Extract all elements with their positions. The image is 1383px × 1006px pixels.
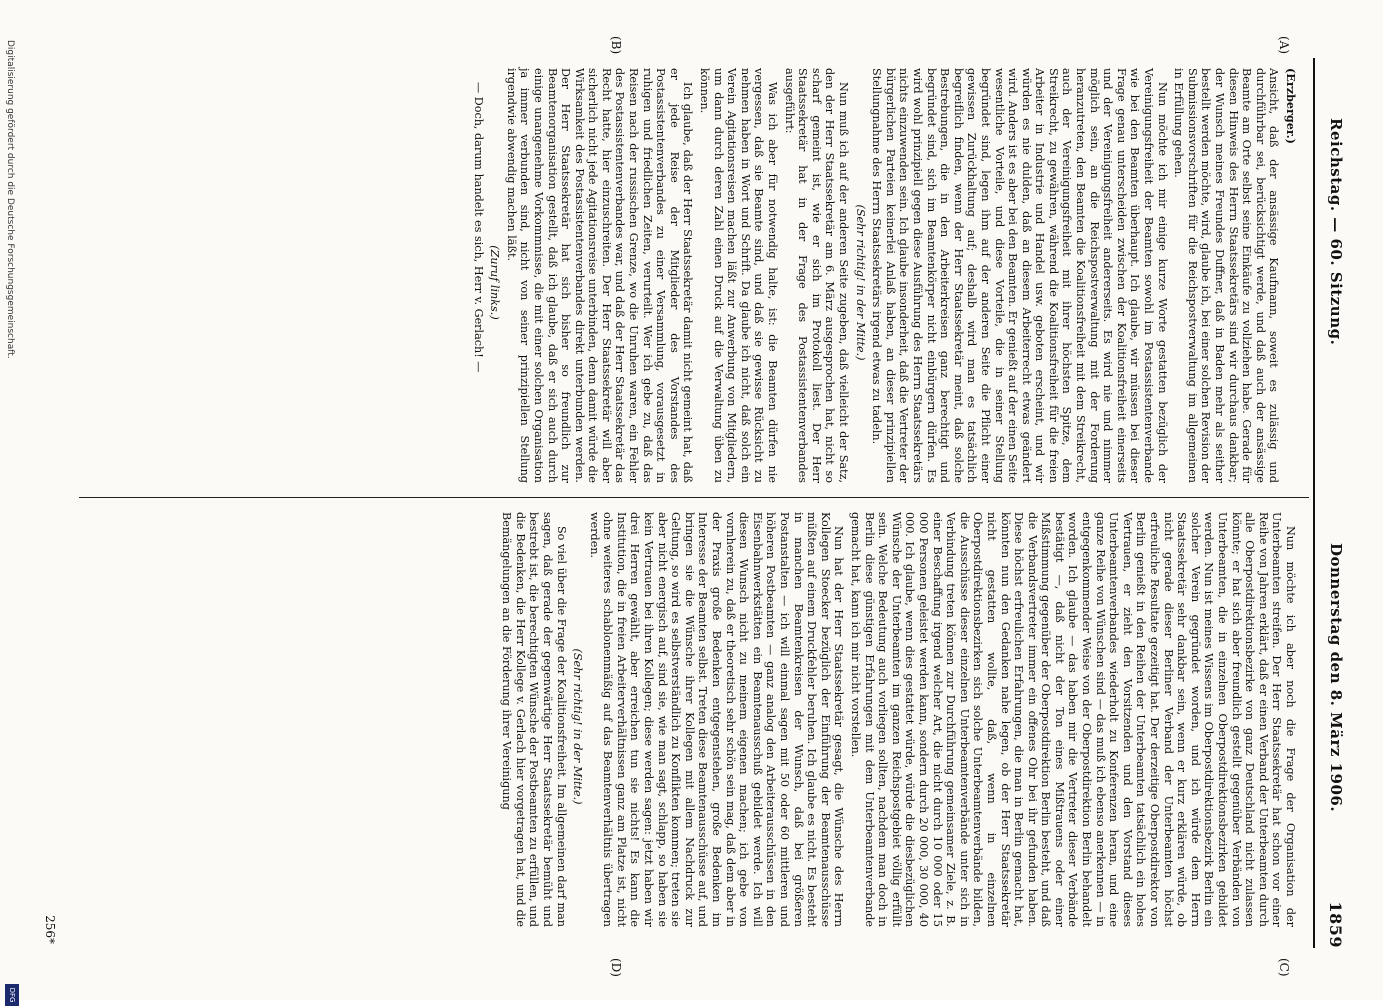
paragraph: Ansicht, daß der ansässige Kaufmann, soweit es zulässig und durchführbar sei, berücksichtigt werde, und daß auch der ansässige Beamte am Orte selbst seine Einkäufe zu vollziehen habe. Gerade für diesen Hinweis des Herrn Staatssekretärs sind wir durchaus dankbar; der Wunsch meines Freundes Duffner, daß in Baden mehr als seither bestellt werden möchte, wird, glaube ich, bei einer solchen Revision der Submissionsvorschriften für die Reichspostverwaltung im allgemeinen in Erfüllung gehen.: [1172, 68, 1281, 483]
margin-marker-b: (B): [609, 36, 623, 55]
running-header: [1319, 58, 1347, 948]
paragraph: Ich glaube, daß der Herr Staatssekretär damit nicht gemeint hat, daß er jede Reise der Mitglieder des Vorstandes des Postassistentenverbandes zu einer Versammlung, vorausgesetzt in ruhigen und friedlichen Zeiten, verurteilt. Wer ich gebe zu, daß das Reisen nach der russischen Grenze, wo die Unruhen waren, ein Fehler des Postassistentenverbandes war, und daß der Herr Staatssekretär das Recht hatte, hier einzuschreiten. Der Herr Staatssekretär will aber sicherlich nicht jede Agitationsreise unterbinden, denn damit würde die Wirksamkeit des Postassistentenverbandes direkt unterbunden werden. Der Herr Staatssekretär hat sich bisher so freundlich zur Beamtenorganisation gestellt, daß ich glaube, daß er sich auch durch einige unangenehme Vorkommnisse, die mit einer solchen Organisation ja immer verbunden sind, nicht von seiner prinzipiellen Stellung irgendwie abwendig machen läßt.: [504, 68, 695, 483]
paragraph: So viel über die Frage der Koalitionsfreiheit. Im allgemeinen darf man sagen, daß gerade der gegenwärtige Herr Staatssekretär bemüht und bestrebt ist, die berechtigten Wünsche der Postbeamten zu erfüllen, und die Bedenken, die Herr Kollege v. Gerlach hier vorgetragen hat, und die Bemängelungen an die Förderung ihrer Vereinigung: [500, 512, 568, 927]
column-divider: [79, 497, 1309, 498]
margin-marker-c: (C): [1277, 958, 1291, 977]
paragraph: Nun hat der Herr Staatssekretär gesagt, die Wünsche des Herrn Kollegen Stoecker bezüglich der Einführung der Beamtenausschüsse müßten auf einem Druckfehler beruhen. Ich glaube es nicht. Es besteht in manchen Beamtenkreisen der Wunsch, daß bei größeren Postanstalten — ich will einmal sagen mit 50 oder 60 mittleren und höheren Postbeamten — ganz analog den Arbeiterausschüssen in den Eisenbahnwerkstätten ein Beamtenausschuß gebildet werde. Ich will diesen Wunsch nicht zu meinem eigenen machen; ich gebe von vornherein zu, daß er theoretisch sehr schön sein mag, daß dem aber in der Praxis große Bedenken entgegenstehen, große Bedenken im Interesse der Beamten selbst. Treten diese Beamtenausschüsse auf, und bringen sie die Wünsche ihrer Kollegen mit allem Nachdruck zur Geltung, so wird es selbstverständlich zu Konflikten kommen; treten sie aber nicht energisch auf, sind sie, wie man sagt, schlapp, so haben sie kein Vertrauen bei ihren Kollegen; diese werden sagen: jetzt haben wir drei Herren gewählt, aber erreichen tun sie nichts! Es kann die Institution, die in freien Arbeiterverhältnissen ganz am Platze ist, nicht ohne weiteres schablonenmäßig auf das Beamtenverhältnis übertragen werden.: [587, 512, 846, 927]
paragraph: — Doch, darum handelt es sich, Herr v. Gerlach! —: [471, 82, 485, 373]
margin-marker-d: (D): [609, 958, 623, 977]
stage-direction: (Zuruf links.): [488, 245, 502, 320]
page-number: 1859: [1326, 901, 1345, 948]
right-column: [497, 512, 1297, 927]
digitization-credit: Digitalisierung gefördert durch die Deutsche Forschungsgemeinschaft.: [5, 40, 15, 359]
stage-direction: (Sehr richtig! in der Mitte.): [853, 204, 867, 361]
header-rule: [1313, 58, 1315, 948]
left-column: [468, 68, 1297, 483]
header-session: Reichstag. — 60. Sitzung.: [1327, 118, 1345, 346]
paragraph: Nun möchte ich aber noch die Frage der Organisation der Unterbeamten streifen. Der Herr Staatssekretär hat schon vor einer Reihe von Jahren erklärt, daß er einen Verband der Unterbeamten durch alle Oberpostdirektionsbezirke von ganz Deutschland nicht zulassen könnte; er hat sich aber freundlich gestellt gegenüber Verbänden von Unterbeamten, die in einzelnen Oberpostdirektionsbezirken gebildet werden. Nun ist meines Wissens im Oberpostdirektionsbezirk Berlin ein solcher Verein gegründet worden, und ich würde dem Herrn Staatssekretär sehr dankbar sein, wenn er kurz erklären würde, ob nicht gerade dieser Berliner Verband der Unterbeamten höchst erfreuliche Resultate gezeitigt hat. Der derzeitige Oberpostdirektor von Berlin genießt in den Reihen der Unterbeamten tatsächlich ein hohes Vertrauen, er zieht den Vorsitzenden und den Vorstand dieses Unterbeamtenverbandes wiederholt zu Konferenzen heran, und eine ganze Reihe von Wünschen sind — das muß ich ebenso anerkennen — in entgegenkommender Weise von der Oberpostdirektion Berlin behandelt worden. Ich glaube — das haben mir die Vertreter dieser Verbände bestätigt —, daß nicht der Ton eines Mißtrauens oder einer Mißstimmung gegenüber der Oberpostdirektion Berlin besteht, und daß die Verbandsvertreter immer ein offenes Ohr bei ihr gefunden haben. Diese höchst erfreulichen Erfahrungen, die man in Berlin gemacht hat, könnten nun den Gedanken nahe legen, ob der Herr Staatssekretär nicht gestatten wollte, daß, wenn in einzelnen Oberpostdirektionsbezirken sich solche Unterbeamtenverbände bilden, die Ausschüsse dieser einzelnen Unterbeamtenverbände unter sich in Verbindung treten können zur Durchführung gemeinsamer Ziele, z. B. einer Beschaffung irgend welcher Art, die nicht durch 10 000 oder 15 000 Personen geleistet werden kann, sondern durch 20 000, 30 000, 40 000. Ich glaube, wenn dies gestattet würde, würde die diesbezüglichen Wünsche der Unterbeamten im ganzen Reichspostgebiet völlig erfüllt sein. Welche Bedeutung auch vorliegen sollten, nachdem man doch in Berlin diese günstigen Erfahrungen mit dem Unterbeamtenverbande gemacht hat, kann ich mir nicht vorstellen.: [849, 512, 1297, 927]
quotation: Was ich aber für notwendig halte, ist: die Beamten dürfen nie vergessen, daß sie Beamte sind, und daß sie gewisse Rücksicht zu nehmen haben in Wort und Schrift. Da glaube ich nicht, daß solch ein Verein Agitationsreisen machen läßt zur Anwerbung von Mitgliedern, um dann durch deren Zahl einen Druck auf die Verwaltung üben zu können.: [698, 68, 780, 483]
dfg-logo: DFG: [5, 984, 19, 1006]
speaker-name: (Erzberger.): [1284, 68, 1298, 144]
paragraph: Nun möchte ich mir einige kurze Worte gestatten bezüglich der Vereinigungsfreiheit der Beamten sowohl im Postassistentenverbande wie bei den Beamten überhaupt. Ich glaube, wir müssen bei dieser Frage genau unterscheiden zwischen der Koalitionsfreiheit einerseits und der Vereinigungsfreiheit andererseits. Es wird nie und nimmer möglich sein, an die Reichspostverwaltung mit der Forderung heranzutreten, den Beamten die Koalitionsfreiheit mit dem Streikrecht, auch der Vereinigungsfreiheit mit ihrer höchsten Spitze, dem Streikrecht, zu gewähren, während die Koalitionsfreiheit für die freien Arbeiter in Industrie und Handel usw. geboten erscheint, und wir würden es nie dulden, daß an diesem Arbeiterrecht etwas geändert wird. Anders ist es aber bei den Beamten. Er genießt auf der einen Seite wesentliche Vorteile, und diese Vorteile, die in seiner Stellung begründet sind, legen ihm auf der anderen Seite die Pflicht einer gewissen Zurückhaltung auf; deshalb wird man es tatsächlich begreiflich finden, wenn der Herr Staatssekretär meint, daß solche Bestrebungen, die in den Arbeiterkreisen ganz berechtigt und begründet sind, sich im Beamtenkörper nicht einbürgern dürfen. Es wird wohl prinzipiell gegen diese Ausführung des Herrn Staatssekretärs nichts einzuwenden sein. Ich glaube insonderheit, daß die Vertreter der bürgerlichen Parteien keinerlei Anlaß haben, an dieser prinzipiellen Stellungnahme des Herrn Staatssekretärs irgend etwas zu tadeln.: [870, 68, 1169, 483]
header-date: Donnerstag den 8. März 1906.: [1327, 543, 1345, 813]
margin-marker-a: (A): [1277, 36, 1291, 55]
stage-direction: (Sehr richtig! in der Mitte.): [571, 648, 585, 805]
signature-mark: 256*: [43, 915, 57, 944]
paragraph: Nun muß ich auf der anderen Seite zugeben, daß vielleicht der Satz, den der Herr Staatssekretär am 6. März ausgesprochen hat, nicht so scharf gemeint ist, wie er sich im Protokoll liest. Der Herr Staatssekretär hat in der Frage des Postassistentenverbandes ausgeführt:: [782, 68, 850, 483]
